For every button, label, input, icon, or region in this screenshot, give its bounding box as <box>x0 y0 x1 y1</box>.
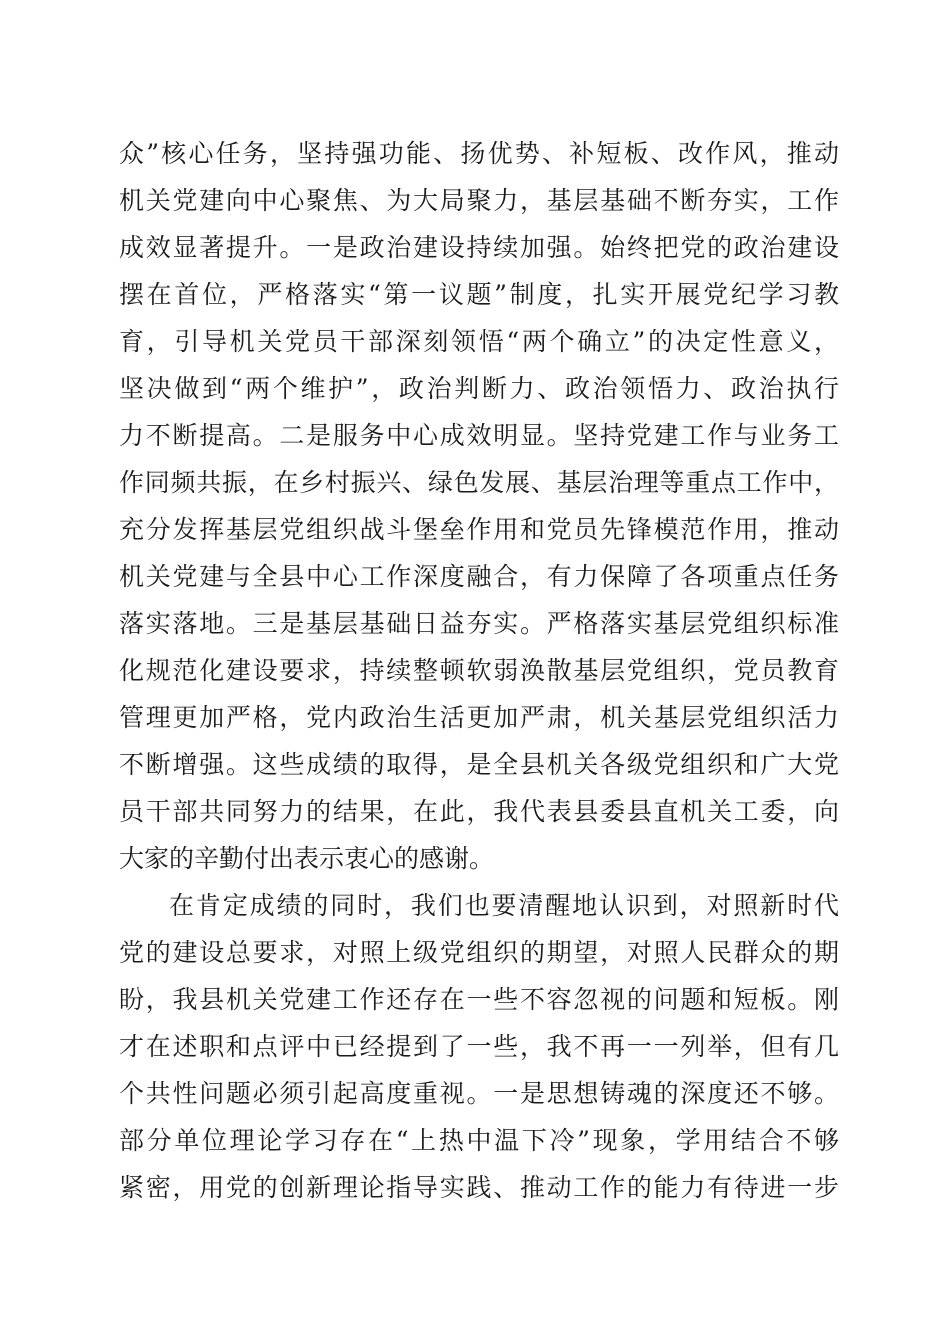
body-text <box>119 130 839 1211</box>
text-line: 个共性问题必须引起高度重视。一是思想铸魂的深度还不够。 <box>119 1079 839 1108</box>
paragraph-1 <box>119 130 839 882</box>
text-line: 育，引导机关党员干部深刻领悟“两个确立”的决定性意义， <box>119 327 839 356</box>
text-line: 落实落地。三是基层基础日益夯实。严格落实基层党组织标准 <box>119 609 839 638</box>
text-line: 坚决做到“两个维护”，政治判断力、政治领悟力、政治执行 <box>119 374 839 403</box>
paragraph-2 <box>119 882 839 1211</box>
text-line: 力不断提高。二是服务中心成效明显。坚持党建工作与业务工 <box>119 421 839 450</box>
text-line: 在肯定成绩的同时，我们也要清醒地认识到，对照新时代 <box>169 891 839 920</box>
text-line: 党的建设总要求，对照上级党组织的期望，对照人民群众的期 <box>119 938 839 967</box>
text-line: 作同频共振，在乡村振兴、绿色发展、基层治理等重点工作中， <box>119 468 839 497</box>
text-line: 管理更加严格，党内政治生活更加严肃，机关基层党组织活力 <box>119 703 839 732</box>
text-line: 机关党建与全县中心工作深度融合，有力保障了各项重点任务 <box>119 562 839 591</box>
text-line: 盼，我县机关党建工作还存在一些不容忽视的问题和短板。刚 <box>119 985 839 1014</box>
text-line: 才在述职和点评中已经提到了一些，我不再一一列举，但有几 <box>119 1032 839 1061</box>
text-line: 充分发挥基层党组织战斗堡垒作用和党员先锋模范作用，推动 <box>119 515 839 544</box>
text-line: 众”核心任务，坚持强功能、扬优势、补短板、改作风，推动 <box>119 139 839 168</box>
text-line: 成效显著提升。一是政治建设持续加强。始终把党的政治建设 <box>119 233 839 262</box>
text-line: 部分单位理论学习存在“上热中温下冷”现象，学用结合不够 <box>119 1126 839 1155</box>
text-line: 紧密，用党的创新理论指导实践、推动工作的能力有待进一步 <box>119 1173 839 1202</box>
text-line: 大家的辛勤付出表示衷心的感谢。 <box>119 844 495 873</box>
text-line: 化规范化建设要求，持续整顿软弱涣散基层党组织，党员教育 <box>119 656 839 685</box>
text-line: 摆在首位，严格落实“第一议题”制度，扎实开展党纪学习教 <box>119 280 839 309</box>
text-line: 机关党建向中心聚焦、为大局聚力，基层基础不断夯实，工作 <box>119 186 839 215</box>
text-line: 员干部共同努力的结果，在此，我代表县委县直机关工委，向 <box>119 797 839 826</box>
text-line: 不断增强。这些成绩的取得，是全县机关各级党组织和广大党 <box>119 750 839 779</box>
